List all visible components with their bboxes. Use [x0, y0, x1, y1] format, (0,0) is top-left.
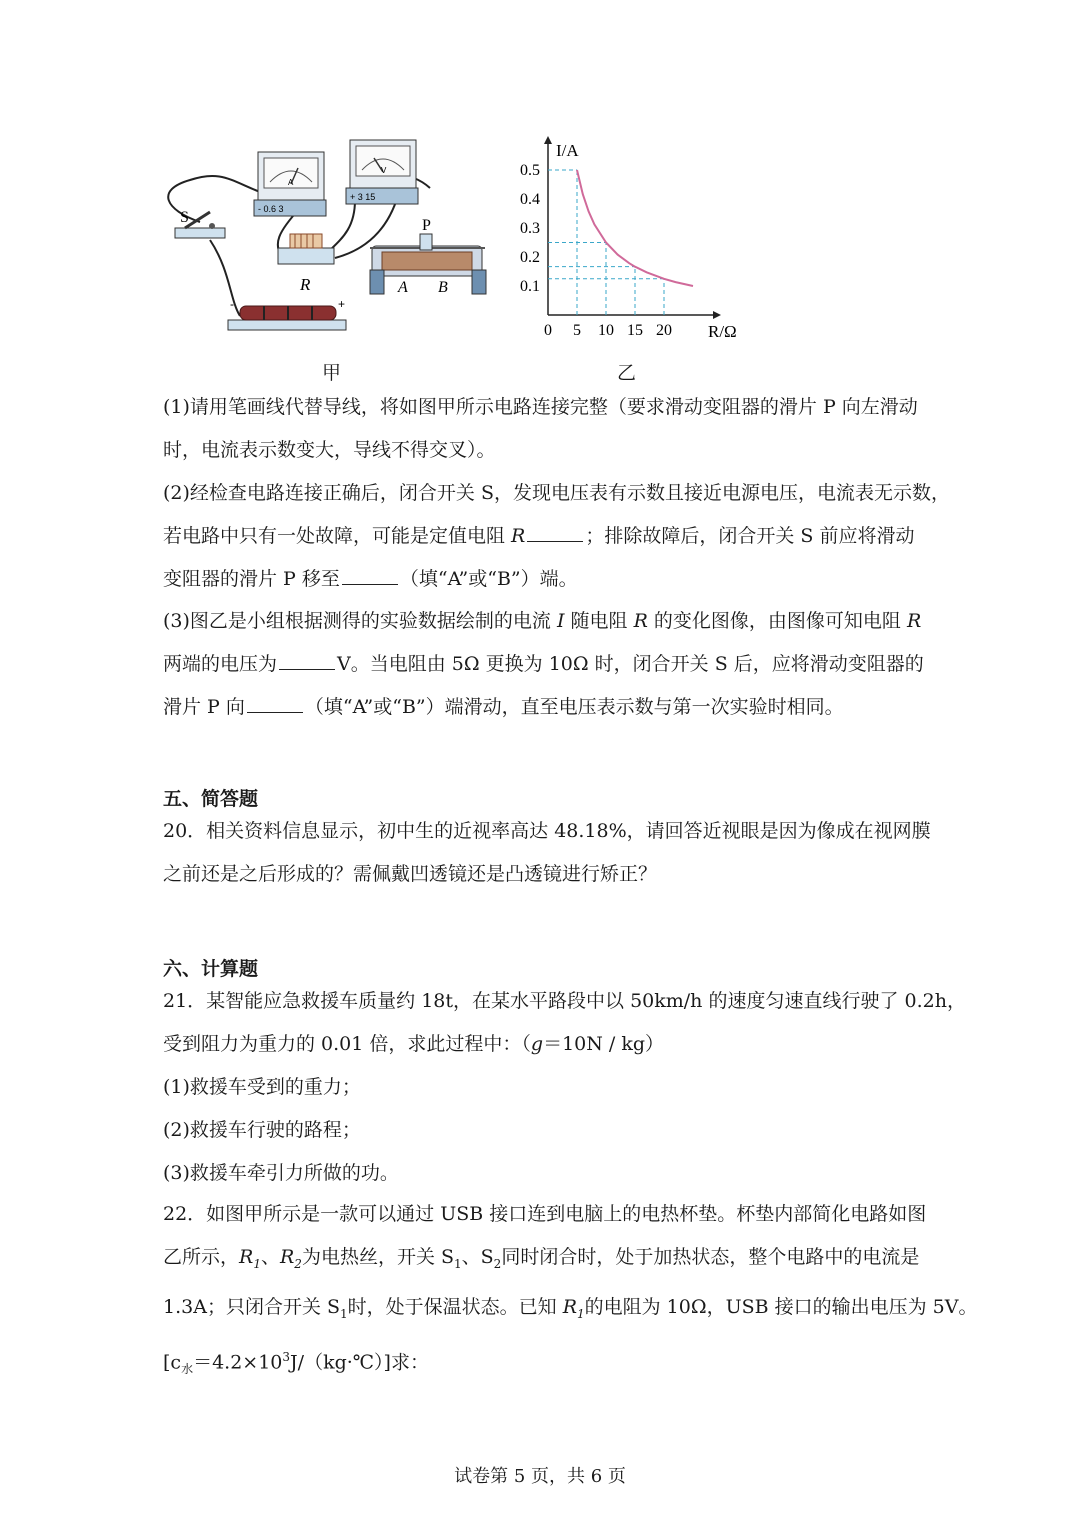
voltmeter-terminals: + 3 15 — [350, 192, 376, 202]
x-tick-label: 15 — [627, 322, 643, 339]
resistor-label: R — [300, 275, 311, 294]
x-tick-label: 0 — [544, 322, 552, 339]
q21-line1: 21．某智能应急救援车质量约 18t，在某水平路段中以 50km/h 的速度匀速直线行驶了 0.2h， — [163, 990, 966, 1012]
q19-part3-line2: 两端的电压为 V。当电阻由 5Ω 更换为 10Ω 时，闭合开关 S 后，应将滑动变阻器的 — [163, 653, 924, 675]
current-curve — [577, 170, 693, 286]
y-axis-arrow — [544, 136, 552, 144]
battery-plus: + — [338, 297, 346, 311]
terminal-b-label: B — [438, 279, 448, 296]
q22-line4: $[c_水=4.2\times 10^3J/(kg\cdot℃)]$求： — [163, 1349, 429, 1376]
x-axis-arrow — [713, 311, 721, 319]
q19-part1 — [163, 386, 923, 472]
section-heading-calculation: 六、计算题 — [163, 958, 259, 980]
switch-label: S — [180, 209, 189, 226]
i-r-graph — [508, 130, 768, 345]
q21-sub2: (2)救援车行驶的路程； — [163, 1119, 361, 1141]
y-tick-label: 0.5 — [520, 162, 540, 179]
circuit-figure — [160, 130, 520, 345]
answer-blank[interactable] — [527, 523, 583, 542]
q22-line3: 1.3A；只闭合开关 $S_1$时，处于保温状态。已知 $R_1$的电阻为 10Ω，USB 接口的输出电压为 5V。 — [163, 1295, 978, 1321]
figure-caption-jia: 甲 — [322, 362, 342, 384]
fixed-resistor — [278, 234, 334, 294]
q20-line1: 20．相关资料信息显示，初中生的近视率高达 48.18%，请回答近视眼是因为像成在视网膜 — [163, 820, 931, 842]
q20 — [163, 810, 931, 896]
voltmeter-face: V — [381, 166, 387, 175]
figure-caption-yi: 乙 — [617, 362, 637, 384]
answer-blank[interactable] — [342, 566, 398, 585]
page-footer: 试卷第 5 页，共 6 页 — [454, 1466, 626, 1487]
q21-line2: 受到阻力为重力的 0.01 倍，求此过程中：（g＝10N / kg） — [163, 1033, 665, 1055]
battery — [228, 297, 346, 330]
ammeter-terminals: - 0.6 3 — [258, 204, 284, 214]
x-axis-label: R/Ω — [708, 322, 737, 341]
terminal-a-label: A — [398, 279, 408, 296]
answer-blank[interactable] — [279, 651, 335, 670]
slider-label: P — [422, 217, 431, 234]
q21-sub3: (3)救援车牵引力所做的功。 — [163, 1162, 399, 1184]
answer-blank[interactable] — [247, 694, 303, 713]
ammeter-face: A — [288, 178, 294, 187]
q19-part3-line3: 滑片 P 向 （填“A”或“B”）端滑动，直至电压表示数与第一次实验时相同。 — [163, 696, 844, 718]
q22 — [163, 1193, 978, 1391]
q19-part2-line3: 变阻器的滑片 P 移至 （填“A”或“B”）端。 — [163, 568, 578, 590]
q19-part2-line2: 若电路中只有一处故障，可能是定值电阻 R ；排除故障后，闭合开关 S 前应将滑动 — [163, 525, 915, 547]
q21 — [163, 980, 966, 1195]
q19-part1-line1: (1)请用笔画线代替导线，将如图甲所示电路连接完整（要求滑动变阻器的滑片 P 向左滑动 — [163, 396, 918, 418]
y-tick-label: 0.1 — [520, 278, 540, 295]
ammeter — [254, 152, 326, 216]
section-heading-short-answer: 五、简答题 — [163, 788, 259, 810]
q19-part3-line1: (3)图乙是小组根据测得的实验数据绘制的电流 I 随电阻 R 的变化图像，由图像可知电阻 R — [163, 610, 922, 632]
q19-part3 — [163, 600, 923, 729]
q22-line1: 22．如图甲所示是一款可以通过 USB 接口连到电脑上的电热杯垫。杯垫内部简化电路如图 — [163, 1203, 927, 1225]
q20-line2: 之前还是之后形成的？需佩戴凹透镜还是凸透镜进行矫正？ — [163, 863, 658, 885]
y-tick-label: 0.2 — [520, 249, 540, 266]
x-tick-label: 5 — [573, 322, 581, 339]
q21-sub1: (1)救援车受到的重力； — [163, 1076, 361, 1098]
q19-part2 — [163, 472, 950, 601]
q19-part2-line1: (2)经检查电路连接正确后，闭合开关 S，发现电压表有示数且接近电源电压，电流表无示数， — [163, 482, 950, 504]
y-tick-label: 0.3 — [520, 220, 540, 237]
switch — [175, 209, 225, 238]
voltmeter — [346, 140, 418, 204]
battery-minus: - — [230, 297, 234, 311]
q19-part1-line2: 时，电流表示数变大，导线不得交叉）。 — [163, 439, 496, 461]
y-tick-label: 0.4 — [520, 191, 540, 208]
q22-line2: 乙所示，$R_1$、$R_2$为电热丝，开关 $S_1$、$S_2$同时闭合时，处于加热状态，整个电路中的电流是 — [163, 1246, 920, 1271]
x-tick-label: 20 — [656, 322, 672, 339]
y-axis-label: I/A — [556, 141, 579, 160]
x-tick-label: 10 — [598, 322, 614, 339]
rheostat — [370, 217, 486, 296]
